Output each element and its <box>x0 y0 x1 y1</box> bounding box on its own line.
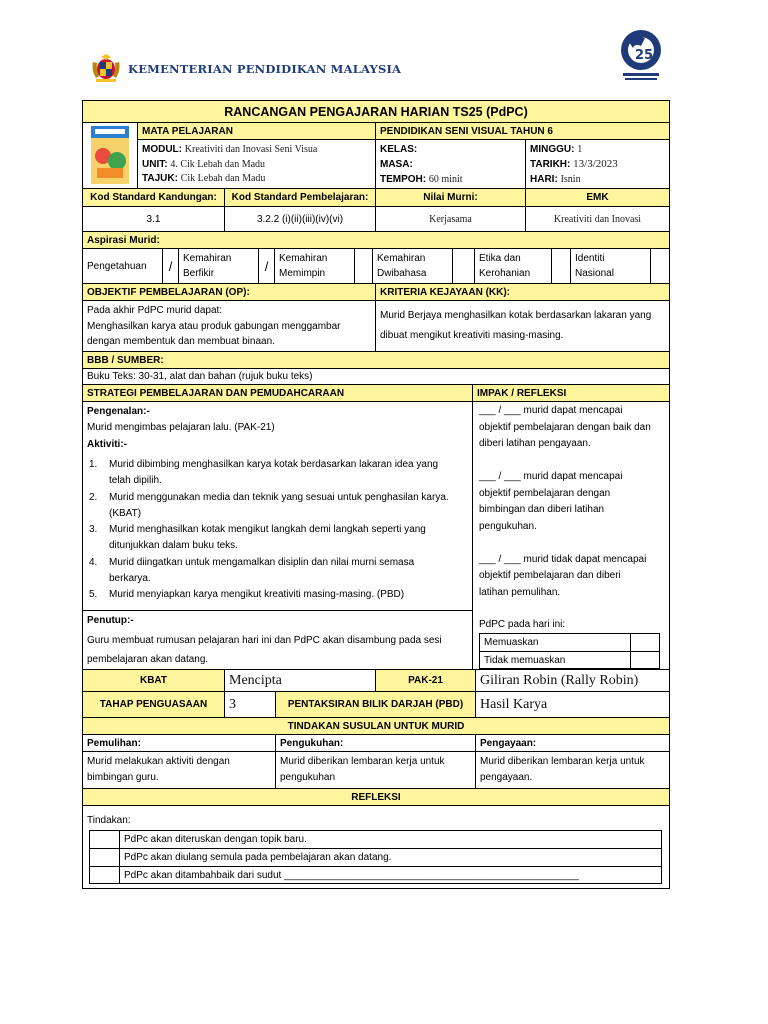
unit-value: 4. Cik Lebah dan Madu <box>170 158 266 170</box>
aspirasi-tick <box>355 249 373 283</box>
aspirasi-tick <box>453 249 475 283</box>
info-block <box>83 123 669 189</box>
tarikh-value: 13/3/2023 <box>573 158 618 170</box>
pdpc-label: PdPC pada hari ini: <box>479 619 566 630</box>
tindakan-body <box>83 752 669 789</box>
aspirasi-item: Kemahiran Berfikir <box>179 249 259 283</box>
pengenalan-text: Murid mengimbas pelajaran lalu. (PAK-21) <box>87 422 275 433</box>
aspirasi-label: Aspirasi Murid: <box>83 232 669 249</box>
op-label: OBJEKTIF PEMBELAJARAN (OP): <box>83 284 376 300</box>
refleksi-option[interactable]: PdPc akan ditambahbaik dari sudut _____________________________________________________ <box>90 867 661 884</box>
kbat-label: KBAT <box>83 670 225 691</box>
list-item: 2. Murid menggunakan media dan teknik yang sesuai untuk penghasilan karya. (KBAT) <box>89 491 449 519</box>
refleksi-options <box>89 830 662 884</box>
list-item: 3. Murid menghasilkan kotak mengikut langkah demi langkah seperti yang ditunjukkan dalam buku teks. <box>89 524 426 552</box>
kelas-label: KELAS: <box>380 144 418 155</box>
pemulihan-text: Murid melakukan aktiviti dengan bimbingan guru. <box>83 752 276 788</box>
strategi-header <box>83 385 669 402</box>
book-cover-icon <box>83 123 138 188</box>
tahap-label: TAHAP PENGUASAAN <box>83 692 225 717</box>
list-item: 4. Murid diingatkan untuk mengamalkan disiplin dan nilai murni semasa berkarya. <box>89 556 415 585</box>
ministry-header <box>90 54 402 84</box>
tajuk-value: Cik Lebah dan Madu <box>180 173 266 184</box>
pengenalan-label: Pengenalan:- <box>87 406 150 417</box>
list-item: 5. Murid menyiapkan karya mengikut kreativiti masing-masing. (PBD) <box>89 589 405 601</box>
aspirasi-tick: / <box>259 249 275 283</box>
bbb-value: Buku Teks: 30-31, alat dan bahan (rujuk buku teks) <box>83 369 669 385</box>
refleksi-body <box>83 806 669 888</box>
aspirasi-row <box>83 249 669 284</box>
class-info-cell <box>376 123 669 188</box>
strategi-left: Pengenalan:- Murid mengimbas pelajaran lalu. (PAK-21) Aktiviti:- 1. Murid dibimbing menghasilkan karya kotak berdasarkan lakaran idea yang telah dipilih. 2. Murid menggunakan media dan teknik yang sesuai untuk penghasilan karya. (KBAT) 3. Murid menghasilkan kotak mengikut langkah demi langkah seperti yang ditunjukkan dalam buku teks. 4. Murid diingatkan untuk mengamalkan disiplin dan nilai murni semasa berkarya. 5. Murid menyiapkan karya mengikut kreativiti masing-masing. (PBD) Penutup:- Guru membuat rumusan pelajaran hari ini dan PdPC akan disambung pada sesi pembelajaran akan datang. <box>83 402 473 669</box>
aspirasi-item: Identiti Nasional <box>571 249 651 283</box>
bbb-label: BBB / SUMBER: <box>83 352 669 369</box>
unit-label: UNIT: <box>142 158 168 170</box>
standards-header <box>83 189 669 207</box>
refleksi-tindakan-label: Tindakan: <box>87 815 131 826</box>
pengayaan-text: Murid diberikan lembaran kerja untuk pengayaan. <box>480 756 645 783</box>
pengayaan-label: Pengayaan: <box>480 737 537 749</box>
tindakan-header <box>83 735 669 752</box>
emk-value: Kreativiti dan Inovasi <box>553 213 642 225</box>
kbat-value: Mencipta <box>225 670 376 691</box>
penutup-text: Guru membuat rumusan pelajaran hari ini dan PdPC akan disambung pada sesi <box>87 635 442 646</box>
hari-value: Isnin <box>560 174 581 185</box>
pdpc-option[interactable]: Memuaskan <box>480 634 659 652</box>
pdpc-option[interactable]: Tidak memuaskan <box>480 652 659 669</box>
tempoh-label: TEMPOH: <box>380 174 427 185</box>
strategi-label: STRATEGI PEMBELAJARAN DAN PEMUDAHCARAAN <box>83 385 473 401</box>
coat-of-arms-icon <box>90 54 122 84</box>
nilai-value: Kerjasama <box>376 207 526 231</box>
pak-value: Giliran Robin (Rally Robin) <box>480 672 639 688</box>
objektif-header <box>83 284 669 301</box>
sp-label: Kod Standard Pembelajaran: <box>225 189 376 206</box>
tahap-row <box>83 692 669 718</box>
ts25-logo-icon <box>615 26 667 82</box>
aspirasi-item: Kemahiran Dwibahasa <box>373 249 453 283</box>
modul-label: MODUL: <box>142 144 182 155</box>
modul-value: Kreativiti dan Inovasi Seni Visua <box>184 144 318 155</box>
aspirasi-tick <box>552 249 571 283</box>
objektif-body <box>83 301 669 352</box>
textbook-cover <box>83 123 138 188</box>
impak-cell <box>473 402 669 669</box>
kk-text: Murid Berjaya menghasilkan kotak berdasarkan lakaran yang dibuat mengikut kreativiti masing-masing. <box>380 310 652 341</box>
impak-text: ___ / ___ murid dapat mencapai objektif pembelajaran dengan baik dan diberi latihan pengayaan. ___ / ___ murid dapat mencapai objektif pembelajaran dengan bimbingan dan diberi latihan pengukuhan. ___ / ___ murid tidak dapat mencapai objektif pembelajaran dan diberi latihan pemulihan. <box>479 405 651 598</box>
aspirasi-tick <box>651 249 669 283</box>
form-title: RANCANGAN PENGAJARAN HARIAN TS25 (PdPC) <box>83 101 669 123</box>
checkbox[interactable] <box>90 867 120 884</box>
tindakan-label: TINDAKAN SUSULAN UNTUK MURID <box>83 718 669 735</box>
aspirasi-item: Pengetahuan <box>83 249 163 283</box>
mata-pelajaran-label: MATA PELAJARAN <box>138 123 375 140</box>
sp-value: 3.2.2 (i)(ii)(iii)(iv)(vi) <box>225 207 376 231</box>
nilai-label: Nilai Murni: <box>376 189 526 206</box>
kk-label: KRITERIA KEJAYAAN (KK): <box>380 286 511 298</box>
subject-title: PENDIDIKAN SENI VISUAL TAHUN 6 <box>376 123 669 140</box>
minggu-label: MINGGU: <box>530 144 575 155</box>
strategi-body <box>83 402 669 670</box>
pengukuhan-label: Pengukuhan: <box>276 735 476 751</box>
pengukuhan-text: Murid diberikan lembaran kerja untuk pengukuhan <box>276 752 476 788</box>
checkbox[interactable] <box>90 831 120 848</box>
op-text: Pada akhir PdPC murid dapat: Menghasilkan karya atau produk gabungan menggambar dengan membentuk dan membuat binaan. <box>83 301 376 351</box>
pak-label: PAK-21 <box>376 670 476 691</box>
pbd-label: PENTAKSIRAN BILIK DARJAH (PBD) <box>276 692 476 717</box>
aspirasi-item: Etika dan Kerohanian <box>475 249 552 283</box>
minggu-value: 1 <box>577 144 583 155</box>
aspirasi-tick: / <box>163 249 179 283</box>
sk-value: 3.1 <box>83 207 225 231</box>
pemulihan-label: Pemulihan: <box>83 735 276 751</box>
penutup-label: Penutup:- <box>87 615 134 626</box>
impak-label: IMPAK / REFLEKSI <box>477 387 567 399</box>
refleksi-option[interactable]: PdPc akan diulang semula pada pembelajaran akan datang. <box>90 849 661 867</box>
tarikh-label: TARIKH: <box>530 159 571 170</box>
refleksi-label: REFLEKSI <box>83 789 669 806</box>
lesson-plan-form <box>82 100 670 889</box>
aktiviti-list <box>87 457 468 604</box>
aspirasi-item: Kemahiran Memimpin <box>275 249 355 283</box>
list-item: 1. Murid dibimbing menghasilkan karya kotak berdasarkan lakaran idea yang telah dipilih. <box>89 459 439 487</box>
masa-label: MASA: <box>380 159 413 170</box>
aktiviti-label: Aktiviti:- <box>87 439 127 450</box>
ministry-name: KEMENTERIAN PENDIDIKAN MALAYSIA <box>128 62 402 76</box>
tahap-value: 3 <box>225 692 276 717</box>
svg-text:25: 25 <box>635 48 654 63</box>
refleksi-option[interactable]: PdPc akan diteruskan dengan topik baru. <box>90 831 661 849</box>
sk-label: Kod Standard Kandungan: <box>83 189 225 206</box>
checkbox[interactable] <box>90 849 120 866</box>
hari-label: HARI: <box>530 174 558 185</box>
standards-values <box>83 207 669 232</box>
pbd-value: Hasil Karya <box>480 696 548 712</box>
tempoh-value: 60 minit <box>428 174 463 185</box>
subject-cell <box>138 123 376 188</box>
emk-label: EMK <box>586 192 609 203</box>
kbat-row <box>83 670 669 692</box>
tajuk-label: TAJUK: <box>142 173 178 184</box>
pdpc-options <box>479 633 660 669</box>
